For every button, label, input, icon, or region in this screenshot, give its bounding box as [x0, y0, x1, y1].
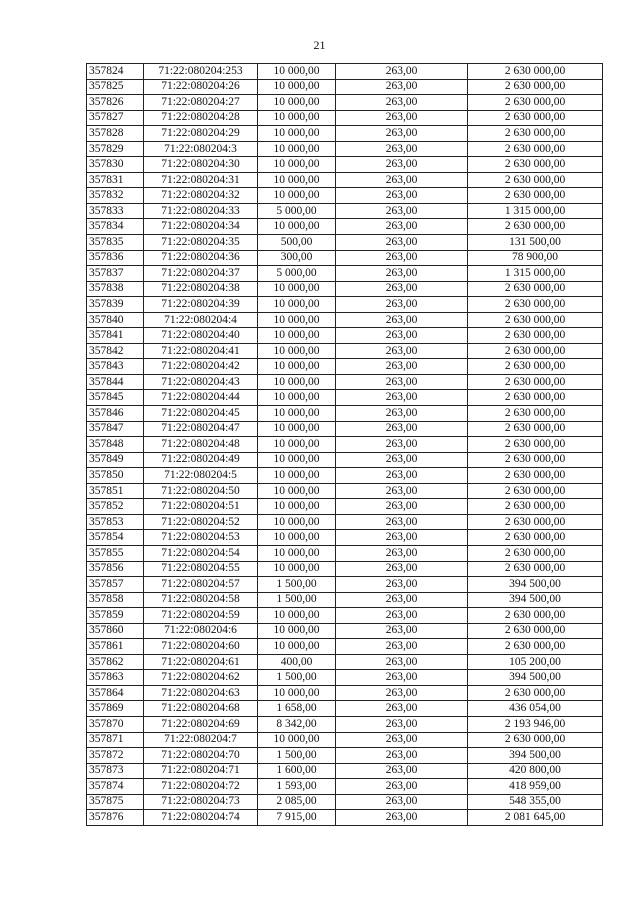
record-number-cell: 357861	[87, 639, 144, 655]
cadastral-number-cell: 71:22:080204:55	[144, 561, 258, 577]
rate-cell: 263,00	[336, 266, 468, 282]
area-cell: 10 000,00	[258, 126, 336, 142]
area-cell: 10 000,00	[258, 499, 336, 515]
table-row	[87, 126, 603, 142]
rate-cell: 263,00	[336, 390, 468, 406]
rate-cell: 263,00	[336, 514, 468, 530]
table-row	[87, 312, 603, 328]
table-row	[87, 250, 603, 266]
cadastral-number-cell: 71:22:080204:3	[144, 141, 258, 157]
area-cell: 10 000,00	[258, 623, 336, 639]
total-value-cell: 1 315 000,00	[468, 266, 603, 282]
cadastral-number-cell: 71:22:080204:47	[144, 421, 258, 437]
rate-cell: 263,00	[336, 95, 468, 111]
table-row	[87, 266, 603, 282]
record-number-cell: 357839	[87, 297, 144, 313]
cadastral-number-cell: 71:22:080204:6	[144, 623, 258, 639]
total-value-cell: 436 054,00	[468, 701, 603, 717]
table-row	[87, 530, 603, 546]
area-cell: 5 000,00	[258, 266, 336, 282]
record-number-cell: 357870	[87, 716, 144, 732]
record-number-cell: 357873	[87, 763, 144, 779]
cadastral-number-cell: 71:22:080204:63	[144, 685, 258, 701]
total-value-cell: 2 630 000,00	[468, 639, 603, 655]
rate-cell: 263,00	[336, 219, 468, 235]
cadastral-number-cell: 71:22:080204:41	[144, 343, 258, 359]
rate-cell: 263,00	[336, 250, 468, 266]
table-row	[87, 670, 603, 686]
area-cell: 10 000,00	[258, 421, 336, 437]
record-number-cell: 357859	[87, 608, 144, 624]
total-value-cell: 2 630 000,00	[468, 452, 603, 468]
area-cell: 10 000,00	[258, 468, 336, 484]
record-number-cell: 357841	[87, 328, 144, 344]
record-number-cell: 357830	[87, 157, 144, 173]
rate-cell: 263,00	[336, 623, 468, 639]
rate-cell: 263,00	[336, 359, 468, 375]
cadastral-number-cell: 71:22:080204:26	[144, 79, 258, 95]
cadastral-number-cell: 71:22:080204:5	[144, 468, 258, 484]
cadastral-number-cell: 71:22:080204:57	[144, 577, 258, 593]
cadastral-number-cell: 71:22:080204:70	[144, 748, 258, 764]
area-cell: 10 000,00	[258, 79, 336, 95]
area-cell: 1 593,00	[258, 779, 336, 795]
rate-cell: 263,00	[336, 157, 468, 173]
rate-cell: 263,00	[336, 421, 468, 437]
cadastral-number-cell: 71:22:080204:37	[144, 266, 258, 282]
rate-cell: 263,00	[336, 235, 468, 251]
page-number: 21	[313, 38, 326, 52]
total-value-cell: 2 630 000,00	[468, 219, 603, 235]
area-cell: 10 000,00	[258, 172, 336, 188]
total-value-cell: 548 355,00	[468, 794, 603, 810]
cadastral-number-cell: 71:22:080204:48	[144, 437, 258, 453]
table-row	[87, 779, 603, 795]
total-value-cell: 2 630 000,00	[468, 483, 603, 499]
cadastral-number-cell: 71:22:080204:68	[144, 701, 258, 717]
table-row	[87, 592, 603, 608]
table-row	[87, 545, 603, 561]
record-number-cell: 357849	[87, 452, 144, 468]
total-value-cell: 2 630 000,00	[468, 297, 603, 313]
table-row	[87, 732, 603, 748]
cadastral-number-cell: 71:22:080204:71	[144, 763, 258, 779]
rate-cell: 263,00	[336, 561, 468, 577]
table-row	[87, 468, 603, 484]
area-cell: 1 600,00	[258, 763, 336, 779]
total-value-cell: 2 630 000,00	[468, 514, 603, 530]
record-number-cell: 357844	[87, 374, 144, 390]
total-value-cell: 2 630 000,00	[468, 390, 603, 406]
record-number-cell: 357855	[87, 545, 144, 561]
area-cell: 10 000,00	[258, 452, 336, 468]
cadastral-number-cell: 71:22:080204:35	[144, 235, 258, 251]
area-cell: 10 000,00	[258, 141, 336, 157]
record-number-cell: 357837	[87, 266, 144, 282]
area-cell: 10 000,00	[258, 561, 336, 577]
area-cell: 1 500,00	[258, 577, 336, 593]
record-number-cell: 357829	[87, 141, 144, 157]
area-cell: 10 000,00	[258, 545, 336, 561]
cadastral-number-cell: 71:22:080204:36	[144, 250, 258, 266]
record-number-cell: 357832	[87, 188, 144, 204]
rate-cell: 263,00	[336, 794, 468, 810]
total-value-cell: 2 630 000,00	[468, 545, 603, 561]
rate-cell: 263,00	[336, 188, 468, 204]
total-value-cell: 2 630 000,00	[468, 64, 603, 80]
record-number-cell: 357840	[87, 312, 144, 328]
table-row	[87, 374, 603, 390]
total-value-cell: 2 630 000,00	[468, 499, 603, 515]
table-row	[87, 701, 603, 717]
table-row	[87, 359, 603, 375]
total-value-cell: 2 630 000,00	[468, 141, 603, 157]
cadastral-number-cell: 71:22:080204:69	[144, 716, 258, 732]
area-cell: 10 000,00	[258, 359, 336, 375]
area-cell: 10 000,00	[258, 608, 336, 624]
table-row	[87, 483, 603, 499]
total-value-cell: 2 630 000,00	[468, 172, 603, 188]
cadastral-number-cell: 71:22:080204:7	[144, 732, 258, 748]
area-cell: 10 000,00	[258, 514, 336, 530]
area-cell: 7 915,00	[258, 810, 336, 826]
rate-cell: 263,00	[336, 639, 468, 655]
table-row	[87, 95, 603, 111]
total-value-cell: 2 081 645,00	[468, 810, 603, 826]
table-row	[87, 763, 603, 779]
cadastral-number-cell: 71:22:080204:40	[144, 328, 258, 344]
record-number-cell: 357853	[87, 514, 144, 530]
table-row	[87, 235, 603, 251]
total-value-cell: 2 630 000,00	[468, 623, 603, 639]
record-number-cell: 357863	[87, 670, 144, 686]
table-row	[87, 608, 603, 624]
area-cell: 300,00	[258, 250, 336, 266]
total-value-cell: 2 630 000,00	[468, 359, 603, 375]
area-cell: 10 000,00	[258, 374, 336, 390]
cadastral-number-cell: 71:22:080204:253	[144, 64, 258, 80]
rate-cell: 263,00	[336, 701, 468, 717]
area-cell: 10 000,00	[258, 343, 336, 359]
rate-cell: 263,00	[336, 654, 468, 670]
total-value-cell: 2 630 000,00	[468, 437, 603, 453]
table-row	[87, 794, 603, 810]
record-number-cell: 357848	[87, 437, 144, 453]
total-value-cell: 2 630 000,00	[468, 468, 603, 484]
area-cell: 10 000,00	[258, 157, 336, 173]
cadastral-number-cell: 71:22:080204:44	[144, 390, 258, 406]
table-body	[87, 64, 603, 826]
rate-cell: 263,00	[336, 670, 468, 686]
rate-cell: 263,00	[336, 499, 468, 515]
rate-cell: 263,00	[336, 406, 468, 422]
record-number-cell: 357860	[87, 623, 144, 639]
cadastral-number-cell: 71:22:080204:42	[144, 359, 258, 375]
record-number-cell: 357826	[87, 95, 144, 111]
total-value-cell: 2 630 000,00	[468, 561, 603, 577]
total-value-cell: 2 630 000,00	[468, 530, 603, 546]
total-value-cell: 2 630 000,00	[468, 110, 603, 126]
table-row	[87, 437, 603, 453]
rate-cell: 263,00	[336, 126, 468, 142]
rate-cell: 263,00	[336, 608, 468, 624]
area-cell: 10 000,00	[258, 732, 336, 748]
total-value-cell: 1 315 000,00	[468, 203, 603, 219]
rate-cell: 263,00	[336, 716, 468, 732]
total-value-cell: 78 900,00	[468, 250, 603, 266]
rate-cell: 263,00	[336, 810, 468, 826]
total-value-cell: 105 200,00	[468, 654, 603, 670]
total-value-cell: 394 500,00	[468, 592, 603, 608]
land-plots-table	[86, 63, 603, 826]
total-value-cell: 2 630 000,00	[468, 343, 603, 359]
table-row	[87, 421, 603, 437]
record-number-cell: 357872	[87, 748, 144, 764]
area-cell: 10 000,00	[258, 685, 336, 701]
record-number-cell: 357846	[87, 406, 144, 422]
rate-cell: 263,00	[336, 732, 468, 748]
record-number-cell: 357845	[87, 390, 144, 406]
record-number-cell: 357835	[87, 235, 144, 251]
record-number-cell: 357869	[87, 701, 144, 717]
total-value-cell: 2 630 000,00	[468, 421, 603, 437]
rate-cell: 263,00	[336, 530, 468, 546]
rate-cell: 263,00	[336, 779, 468, 795]
rate-cell: 263,00	[336, 297, 468, 313]
record-number-cell: 357834	[87, 219, 144, 235]
total-value-cell: 2 630 000,00	[468, 328, 603, 344]
rate-cell: 263,00	[336, 748, 468, 764]
rate-cell: 263,00	[336, 468, 468, 484]
area-cell: 10 000,00	[258, 219, 336, 235]
table-row	[87, 188, 603, 204]
area-cell: 8 342,00	[258, 716, 336, 732]
cadastral-number-cell: 71:22:080204:39	[144, 297, 258, 313]
total-value-cell: 2 630 000,00	[468, 188, 603, 204]
total-value-cell: 2 630 000,00	[468, 732, 603, 748]
table-row	[87, 390, 603, 406]
table-row	[87, 172, 603, 188]
table-row	[87, 577, 603, 593]
rate-cell: 263,00	[336, 64, 468, 80]
table-row	[87, 810, 603, 826]
area-cell: 1 500,00	[258, 748, 336, 764]
cadastral-number-cell: 71:22:080204:29	[144, 126, 258, 142]
cadastral-number-cell: 71:22:080204:53	[144, 530, 258, 546]
total-value-cell: 420 800,00	[468, 763, 603, 779]
cadastral-number-cell: 71:22:080204:59	[144, 608, 258, 624]
cadastral-number-cell: 71:22:080204:61	[144, 654, 258, 670]
rate-cell: 263,00	[336, 577, 468, 593]
table-row	[87, 297, 603, 313]
rate-cell: 263,00	[336, 545, 468, 561]
area-cell: 10 000,00	[258, 297, 336, 313]
cadastral-number-cell: 71:22:080204:32	[144, 188, 258, 204]
table-row	[87, 141, 603, 157]
total-value-cell: 394 500,00	[468, 577, 603, 593]
cadastral-number-cell: 71:22:080204:72	[144, 779, 258, 795]
area-cell: 400,00	[258, 654, 336, 670]
total-value-cell: 2 630 000,00	[468, 685, 603, 701]
area-cell: 500,00	[258, 235, 336, 251]
total-value-cell: 2 630 000,00	[468, 406, 603, 422]
rate-cell: 263,00	[336, 110, 468, 126]
rate-cell: 263,00	[336, 437, 468, 453]
table-row	[87, 623, 603, 639]
cadastral-number-cell: 71:22:080204:34	[144, 219, 258, 235]
record-number-cell: 357836	[87, 250, 144, 266]
total-value-cell: 2 630 000,00	[468, 95, 603, 111]
record-number-cell: 357827	[87, 110, 144, 126]
record-number-cell: 357843	[87, 359, 144, 375]
area-cell: 10 000,00	[258, 95, 336, 111]
record-number-cell: 357856	[87, 561, 144, 577]
record-number-cell: 357847	[87, 421, 144, 437]
total-value-cell: 2 630 000,00	[468, 608, 603, 624]
cadastral-number-cell: 71:22:080204:38	[144, 281, 258, 297]
cadastral-number-cell: 71:22:080204:45	[144, 406, 258, 422]
table-row	[87, 343, 603, 359]
table-row	[87, 514, 603, 530]
cadastral-number-cell: 71:22:080204:4	[144, 312, 258, 328]
total-value-cell: 2 630 000,00	[468, 126, 603, 142]
total-value-cell: 418 959,00	[468, 779, 603, 795]
table-row	[87, 110, 603, 126]
record-number-cell: 357862	[87, 654, 144, 670]
rate-cell: 263,00	[336, 483, 468, 499]
table-row	[87, 64, 603, 80]
table-row	[87, 328, 603, 344]
cadastral-number-cell: 71:22:080204:50	[144, 483, 258, 499]
record-number-cell: 357852	[87, 499, 144, 515]
area-cell: 10 000,00	[258, 437, 336, 453]
record-number-cell: 357831	[87, 172, 144, 188]
area-cell: 10 000,00	[258, 188, 336, 204]
table-row	[87, 157, 603, 173]
area-cell: 10 000,00	[258, 639, 336, 655]
rate-cell: 263,00	[336, 79, 468, 95]
area-cell: 10 000,00	[258, 390, 336, 406]
rate-cell: 263,00	[336, 452, 468, 468]
rate-cell: 263,00	[336, 592, 468, 608]
cadastral-number-cell: 71:22:080204:49	[144, 452, 258, 468]
total-value-cell: 131 500,00	[468, 235, 603, 251]
table-row	[87, 716, 603, 732]
cadastral-number-cell: 71:22:080204:27	[144, 95, 258, 111]
table-row	[87, 406, 603, 422]
record-number-cell: 357838	[87, 281, 144, 297]
rate-cell: 263,00	[336, 343, 468, 359]
area-cell: 10 000,00	[258, 328, 336, 344]
table-row	[87, 219, 603, 235]
cadastral-number-cell: 71:22:080204:60	[144, 639, 258, 655]
cadastral-number-cell: 71:22:080204:58	[144, 592, 258, 608]
rate-cell: 263,00	[336, 141, 468, 157]
cadastral-number-cell: 71:22:080204:62	[144, 670, 258, 686]
record-number-cell: 357833	[87, 203, 144, 219]
cadastral-number-cell: 71:22:080204:30	[144, 157, 258, 173]
area-cell: 10 000,00	[258, 483, 336, 499]
record-number-cell: 357871	[87, 732, 144, 748]
table-row	[87, 452, 603, 468]
area-cell: 10 000,00	[258, 530, 336, 546]
rate-cell: 263,00	[336, 312, 468, 328]
total-value-cell: 2 630 000,00	[468, 312, 603, 328]
record-number-cell: 357858	[87, 592, 144, 608]
record-number-cell: 357842	[87, 343, 144, 359]
area-cell: 1 500,00	[258, 670, 336, 686]
cadastral-number-cell: 71:22:080204:43	[144, 374, 258, 390]
area-cell: 10 000,00	[258, 406, 336, 422]
table-row	[87, 281, 603, 297]
record-number-cell: 357874	[87, 779, 144, 795]
area-cell: 1 500,00	[258, 592, 336, 608]
record-number-cell: 357854	[87, 530, 144, 546]
record-number-cell: 357850	[87, 468, 144, 484]
table-row	[87, 639, 603, 655]
cadastral-number-cell: 71:22:080204:73	[144, 794, 258, 810]
cadastral-number-cell: 71:22:080204:52	[144, 514, 258, 530]
record-number-cell: 357876	[87, 810, 144, 826]
table-row	[87, 685, 603, 701]
table-row	[87, 499, 603, 515]
area-cell: 10 000,00	[258, 312, 336, 328]
rate-cell: 263,00	[336, 281, 468, 297]
cadastral-number-cell: 71:22:080204:51	[144, 499, 258, 515]
record-number-cell: 357875	[87, 794, 144, 810]
record-number-cell: 357851	[87, 483, 144, 499]
table-row	[87, 203, 603, 219]
record-number-cell: 357828	[87, 126, 144, 142]
table-row	[87, 748, 603, 764]
record-number-cell: 357857	[87, 577, 144, 593]
cadastral-number-cell: 71:22:080204:28	[144, 110, 258, 126]
area-cell: 1 658,00	[258, 701, 336, 717]
cadastral-number-cell: 71:22:080204:33	[144, 203, 258, 219]
rate-cell: 263,00	[336, 172, 468, 188]
cadastral-number-cell: 71:22:080204:74	[144, 810, 258, 826]
cadastral-number-cell: 71:22:080204:54	[144, 545, 258, 561]
total-value-cell: 2 630 000,00	[468, 79, 603, 95]
area-cell: 10 000,00	[258, 281, 336, 297]
record-number-cell: 357825	[87, 79, 144, 95]
total-value-cell: 394 500,00	[468, 748, 603, 764]
area-cell: 5 000,00	[258, 203, 336, 219]
table-row	[87, 654, 603, 670]
area-cell: 10 000,00	[258, 110, 336, 126]
total-value-cell: 2 630 000,00	[468, 157, 603, 173]
record-number-cell: 357824	[87, 64, 144, 80]
rate-cell: 263,00	[336, 763, 468, 779]
area-cell: 2 085,00	[258, 794, 336, 810]
total-value-cell: 2 630 000,00	[468, 374, 603, 390]
area-cell: 10 000,00	[258, 64, 336, 80]
cadastral-number-cell: 71:22:080204:31	[144, 172, 258, 188]
total-value-cell: 2 193 946,00	[468, 716, 603, 732]
record-number-cell: 357864	[87, 685, 144, 701]
total-value-cell: 394 500,00	[468, 670, 603, 686]
rate-cell: 263,00	[336, 685, 468, 701]
table-row	[87, 79, 603, 95]
rate-cell: 263,00	[336, 203, 468, 219]
table-row	[87, 561, 603, 577]
rate-cell: 263,00	[336, 374, 468, 390]
rate-cell: 263,00	[336, 328, 468, 344]
total-value-cell: 2 630 000,00	[468, 281, 603, 297]
